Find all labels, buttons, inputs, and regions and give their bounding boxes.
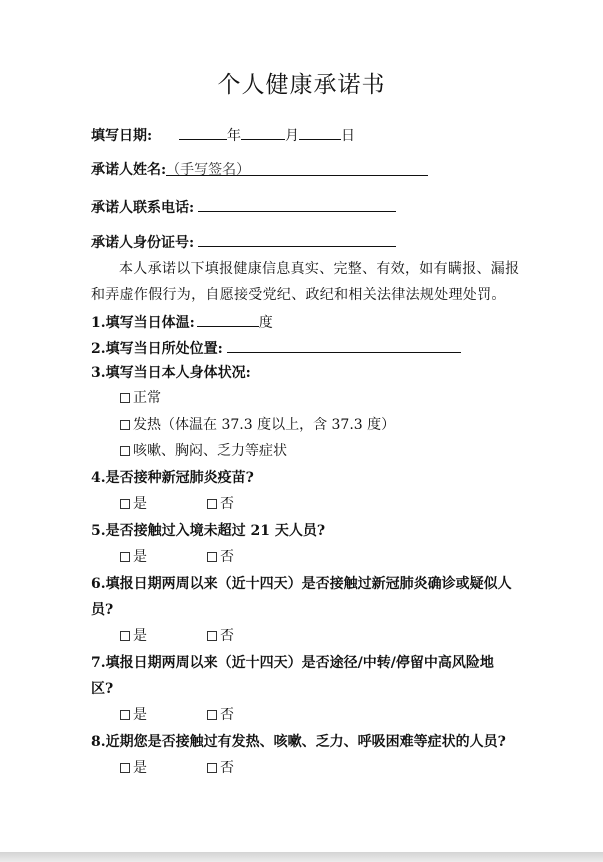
no-label: 否 xyxy=(220,707,234,723)
no-label: 否 xyxy=(220,496,234,512)
no-label: 否 xyxy=(220,549,234,565)
q4-label: 4.是否接种新冠肺炎疫苗? xyxy=(91,470,254,486)
checkbox[interactable] xyxy=(207,499,217,509)
checkbox[interactable] xyxy=(207,552,217,562)
q8-no[interactable] xyxy=(207,758,234,778)
checkbox[interactable] xyxy=(207,710,217,720)
temperature-field[interactable] xyxy=(197,311,259,327)
q6-yes[interactable] xyxy=(120,626,147,646)
month-blank[interactable] xyxy=(241,124,285,140)
q3-option-symptoms[interactable] xyxy=(120,441,287,461)
q6-label-line-1: 6.填报日期两周以来（近十四天）是否接触过新冠肺炎确诊或疑似人 xyxy=(91,576,512,592)
q8-yes[interactable] xyxy=(120,758,147,778)
q7-label-line-2: 区? xyxy=(91,681,114,697)
q5-label: 5.是否接触过入境未超过 21 天人员? xyxy=(91,523,326,539)
no-label: 否 xyxy=(220,628,234,644)
checkbox[interactable] xyxy=(207,763,217,773)
yes-label: 是 xyxy=(133,707,147,723)
day-label: 日 xyxy=(341,128,356,144)
q1-label: 1.填写当日体温: xyxy=(91,315,195,331)
q3-label: 3.填写当日本人身体状况: xyxy=(91,365,251,381)
q3-option-normal-label: 正常 xyxy=(133,390,161,406)
checkbox[interactable] xyxy=(120,552,130,562)
day-blank[interactable] xyxy=(299,124,341,140)
id-label: 承诺人身份证号: xyxy=(91,235,195,251)
name-label: 承诺人姓名: xyxy=(91,162,167,178)
page-edge xyxy=(0,852,603,862)
q7-no[interactable] xyxy=(207,705,234,725)
q4-yes[interactable] xyxy=(120,494,147,514)
checkbox[interactable] xyxy=(120,763,130,773)
statement-line-2: 和弄虚作假行为，自愿接受党纪、政纪和相关法律法规处理处罚。 xyxy=(91,287,506,303)
q1-unit: 度 xyxy=(258,315,273,331)
q5-no[interactable] xyxy=(207,547,234,567)
year-label: 年 xyxy=(227,128,242,144)
q3-option-symptoms-label: 咳嗽、胸闷、乏力等症状 xyxy=(133,443,287,459)
name-signature-field[interactable] xyxy=(166,160,428,176)
no-label: 否 xyxy=(220,760,234,776)
q3-option-normal[interactable] xyxy=(120,388,161,408)
phone-row xyxy=(91,196,396,218)
phone-label: 承诺人联系电话: xyxy=(91,200,195,216)
date-row xyxy=(91,124,355,146)
q6-label-line-2: 员? xyxy=(91,602,114,618)
q5-yes[interactable] xyxy=(120,547,147,567)
q4-no[interactable] xyxy=(207,494,234,514)
q7-label-line-1: 7.填报日期两周以来（近十四天）是否途径/中转/停留中高风险地 xyxy=(91,655,494,671)
checkbox[interactable] xyxy=(120,420,130,430)
name-hint: （手写签名） xyxy=(166,162,251,178)
q8-label: 8.近期您是否接触过有发热、咳嗽、乏力、呼吸困难等症状的人员? xyxy=(91,734,506,750)
yes-label: 是 xyxy=(133,628,147,644)
statement xyxy=(91,256,531,308)
yes-label: 是 xyxy=(133,760,147,776)
q2-label: 2.填写当日所处位置: xyxy=(91,341,223,357)
location-field[interactable] xyxy=(227,337,461,353)
yes-label: 是 xyxy=(133,496,147,512)
phone-field[interactable] xyxy=(198,196,396,212)
checkbox[interactable] xyxy=(120,393,130,403)
q6-no[interactable] xyxy=(207,626,234,646)
q3-option-fever[interactable] xyxy=(120,415,395,435)
id-row xyxy=(91,231,396,253)
name-row xyxy=(91,160,428,180)
statement-line-1: 本人承诺以下填报健康信息真实、完整、有效，如有瞒报、漏报 xyxy=(119,261,520,277)
q7-yes[interactable] xyxy=(120,705,147,725)
q2-row xyxy=(91,337,461,359)
id-field[interactable] xyxy=(198,231,396,247)
checkbox[interactable] xyxy=(120,446,130,456)
q3-option-fever-label: 发热（体温在 37.3 度以上，含 37.3 度） xyxy=(133,417,396,433)
yes-label: 是 xyxy=(133,549,147,565)
checkbox[interactable] xyxy=(207,631,217,641)
year-blank[interactable] xyxy=(179,124,227,140)
page-title: 个人健康承诺书 xyxy=(217,72,386,98)
q1-row xyxy=(91,311,273,333)
checkbox[interactable] xyxy=(120,710,130,720)
checkbox[interactable] xyxy=(120,499,130,509)
month-label: 月 xyxy=(285,128,300,144)
checkbox[interactable] xyxy=(120,631,130,641)
date-label: 填写日期: xyxy=(91,128,153,144)
